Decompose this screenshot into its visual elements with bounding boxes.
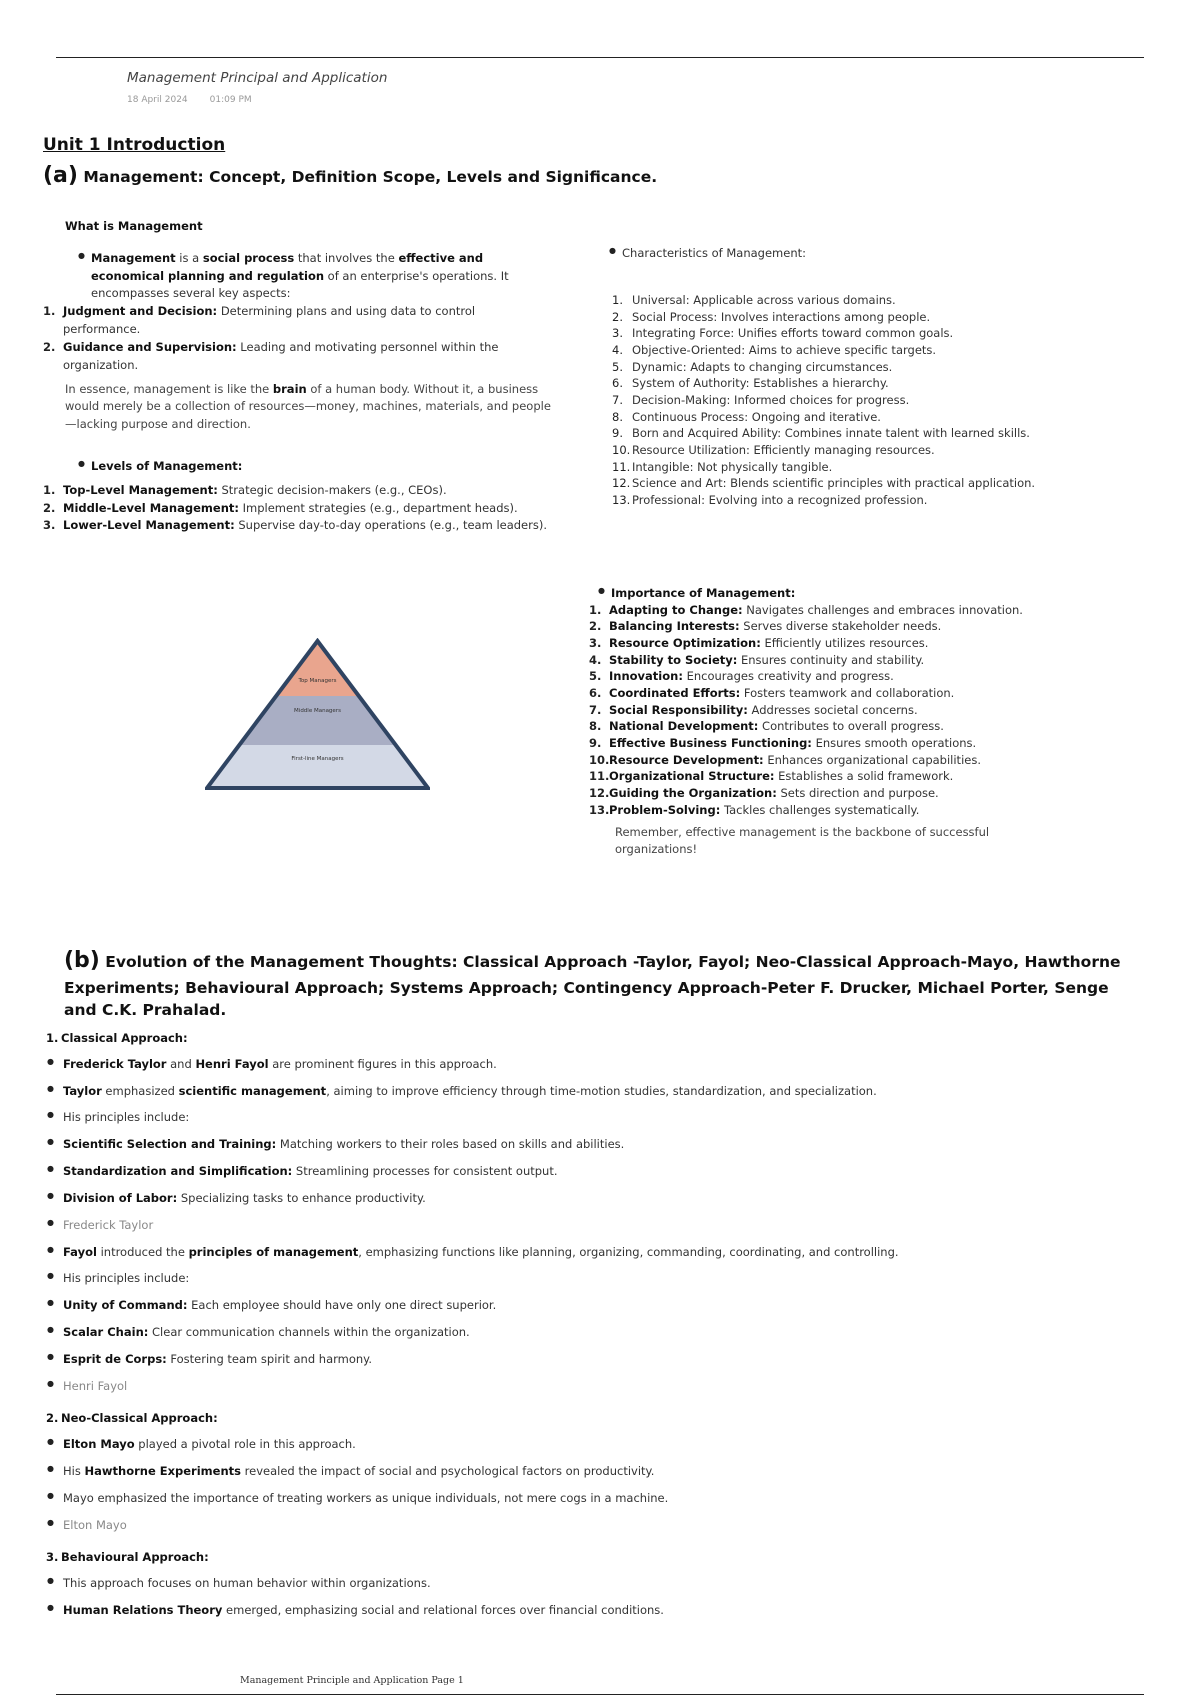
- list-item: 12. Guiding the Organization: Sets direction and purpose.: [589, 786, 939, 801]
- section-a-marker: (a): [43, 163, 78, 188]
- fayol-caption: ● Henri Fayol: [43, 1378, 1143, 1396]
- list-item: 3. Integrating Force: Unifies efforts toward common goals.: [612, 326, 954, 341]
- neoclassical-heading: 2. Neo-Classical Approach:: [46, 1411, 218, 1426]
- characteristics-heading: ● Characteristics of Management:: [596, 245, 1156, 263]
- list-item: 5. Dynamic: Adapts to changing circumstances.: [612, 359, 893, 374]
- management-pyramid-figure: [205, 638, 430, 793]
- behavioural-list: [43, 1575, 1143, 1620]
- list-item: ● This approach focuses on human behavior within organizations.: [43, 1575, 1143, 1593]
- section-a-title: Management: Concept, Definition Scope, Levels and Significance.: [83, 168, 658, 186]
- list-item: ● Division of Labor: Specializing tasks to enhance productivity.: [43, 1190, 1143, 1208]
- pyramid-middle-tier: [239, 696, 396, 745]
- list-item: ● His principles include:: [43, 1109, 1143, 1127]
- list-item: 2. Balancing Interests: Serves diverse stakeholder needs.: [589, 619, 942, 634]
- importance-block: [585, 585, 1145, 858]
- classical-heading: 1. Classical Approach:: [46, 1031, 188, 1045]
- characteristics-list: [596, 292, 1156, 509]
- levels-heading-list: [43, 458, 553, 476]
- list-item: 12. Science and Art: Blends scientific principles with practical application.: [612, 476, 1036, 491]
- list-item: ● Mayo emphasized the importance of treating workers as unique individuals, not mere cogs in a machine.: [43, 1490, 1143, 1508]
- list-item: ● Frederick Taylor and Henri Fayol are prominent figures in this approach.: [43, 1056, 1143, 1074]
- list-item: ● Esprit de Corps: Fostering team spirit and harmony.: [43, 1351, 1143, 1369]
- list-item: 1. Universal: Applicable across various domains.: [612, 293, 896, 307]
- importance-heading: ● Importance of Management:: [585, 585, 1145, 602]
- list-item: 6. Coordinated Efforts: Fosters teamwork and collaboration.: [589, 686, 955, 701]
- aspects-list: [43, 303, 553, 374]
- list-item: 7. Decision-Making: Informed choices for progress.: [612, 393, 910, 408]
- characteristics-heading-list: [596, 245, 1156, 263]
- what-is-lead: ● Management is a social process that involves the effective and economical planning and regulation of an enterprise's operations. It encompasses several key aspects:: [65, 250, 553, 303]
- bottom-rule: [56, 1694, 1144, 1695]
- section-b-marker: (b): [64, 948, 100, 973]
- list-item: 7. Social Responsibility: Addresses societal concerns.: [589, 702, 918, 717]
- section-a-heading: [43, 163, 1143, 188]
- mayo-caption: ● Elton Mayo: [43, 1517, 1143, 1535]
- pyramid-bottom-tier: [207, 745, 428, 788]
- list-item: ● Unity of Command: Each employee should have only one direct superior.: [43, 1297, 1143, 1315]
- behavioural-heading: 3. Behavioural Approach:: [46, 1550, 209, 1565]
- characteristics-block: [596, 292, 1156, 509]
- neoclassical-list: [43, 1436, 1143, 1534]
- list-item: 8. National Development: Contributes to overall progress.: [589, 719, 944, 734]
- section-b-body: [43, 1030, 1143, 1629]
- importance-list: [585, 602, 1145, 819]
- list-item: ● Human Relations Theory emerged, emphasizing social and relational forces over financial conditions.: [43, 1602, 1143, 1620]
- page-time: 01:09 PM: [209, 95, 252, 105]
- importance-closing: Remember, effective management is the backbone of successful organizations!: [615, 825, 990, 857]
- list-item: ● Scientific Selection and Training: Matching workers to their roles based on skills and abilities.: [43, 1136, 1143, 1154]
- list-item: 1. Judgment and Decision: Determining plans and using data to control performance.: [43, 304, 476, 337]
- list-item: ● His Hawthorne Experiments revealed the impact of social and psychological factors on productivity.: [43, 1463, 1143, 1481]
- section-b-title: Evolution of the Management Thoughts: Classical Approach -Taylor, Fayol; Neo-Classical Approach-Mayo, Hawthorne Experiments; Behavioural Approach; Systems Approach; Contingency Approach-Peter F. Drucker, Michael Porter, Senge and C.K. Prahalad.: [64, 953, 1121, 1020]
- list-item: 2. Social Process: Involves interactions among people.: [612, 309, 931, 324]
- section-b-heading: [64, 945, 1144, 1022]
- list-item: ● Taylor emphasized scientific management, aiming to improve efficiency through time-motion studies, standardization, and specialization.: [43, 1083, 1143, 1101]
- left-column: [43, 218, 553, 535]
- characteristics-heading-block: [596, 245, 1156, 263]
- list-item: 3. Lower-Level Management: Supervise day-to-day operations (e.g., team leaders).: [43, 518, 547, 533]
- levels-heading: ● Levels of Management:: [65, 458, 553, 476]
- list-item: 10. Resource Utilization: Efficiently managing resources.: [612, 443, 935, 458]
- list-item: 11. Intangible: Not physically tangible.: [612, 459, 833, 474]
- what-is-heading: What is Management: [65, 219, 203, 233]
- pyramid-middle-label: Middle Managers: [294, 708, 341, 714]
- list-item: ● Standardization and Simplification: Streamlining processes for consistent output.: [43, 1163, 1143, 1181]
- list-item: ● His principles include:: [43, 1270, 1143, 1288]
- page-date: 18 April 2024: [127, 95, 188, 105]
- page-footer: Management Principle and Application Page 1: [240, 1675, 464, 1686]
- list-item: ● Scalar Chain: Clear communication channels within the organization.: [43, 1324, 1143, 1342]
- list-item: 10. Resource Development: Enhances organizational capabilities.: [589, 752, 981, 767]
- list-item: 3. Resource Optimization: Efficiently utilizes resources.: [589, 636, 929, 651]
- list-item: 11. Organizational Structure: Establishes a solid framework.: [589, 769, 954, 784]
- list-item: 1. Top-Level Management: Strategic decision-makers (e.g., CEOs).: [43, 482, 447, 497]
- pyramid-top-label: Top Managers: [298, 678, 337, 684]
- list-item: 9. Born and Acquired Ability: Combines innate talent with learned skills.: [612, 426, 1030, 441]
- list-item: 2. Guidance and Supervision: Leading and motivating personnel within the organization.: [43, 339, 499, 372]
- list-item: 1. Adapting to Change: Navigates challenges and embraces innovation.: [589, 602, 1023, 617]
- list-item: 13. Professional: Evolving into a recognized profession.: [612, 493, 928, 508]
- what-is-list: [43, 250, 553, 303]
- list-item: 9. Effective Business Functioning: Ensures smooth operations.: [589, 736, 977, 751]
- list-item: 2. Middle-Level Management: Implement strategies (e.g., department heads).: [43, 500, 518, 515]
- pyramid-bottom-label: First-line Managers: [291, 756, 344, 762]
- list-item: 4. Stability to Society: Ensures continuity and stability.: [589, 652, 925, 667]
- list-item: 13. Problem-Solving: Tackles challenges systematically.: [589, 802, 920, 817]
- unit-heading: Unit 1 Introduction: [43, 135, 226, 155]
- levels-list: [43, 482, 553, 535]
- pyramid-top-tier: [276, 641, 359, 696]
- page-title: Management Principal and Application: [127, 70, 388, 86]
- importance-heading-list: [585, 585, 1145, 602]
- list-item: 6. System of Authority: Establishes a hierarchy.: [612, 376, 889, 391]
- page-timestamp: [127, 95, 252, 105]
- top-rule: [56, 57, 1144, 58]
- essence-paragraph: In essence, management is like the brain of a human body. Without it, a business would merely be a collection of resources—money, machines, materials, and people—lacking purpose and direction.: [65, 381, 551, 432]
- list-item: 8. Continuous Process: Ongoing and iterative.: [612, 409, 881, 424]
- classical-list: [43, 1056, 1143, 1396]
- list-item: 4. Objective-Oriented: Aims to achieve specific targets.: [612, 343, 937, 358]
- list-item: ● Elton Mayo played a pivotal role in this approach.: [43, 1436, 1143, 1454]
- list-item: ● Fayol introduced the principles of management, emphasizing functions like planning, organizing, commanding, coordinating, and controlling.: [43, 1244, 1143, 1262]
- taylor-caption: ● Frederick Taylor: [43, 1217, 1143, 1235]
- list-item: 5. Innovation: Encourages creativity and progress.: [589, 669, 894, 684]
